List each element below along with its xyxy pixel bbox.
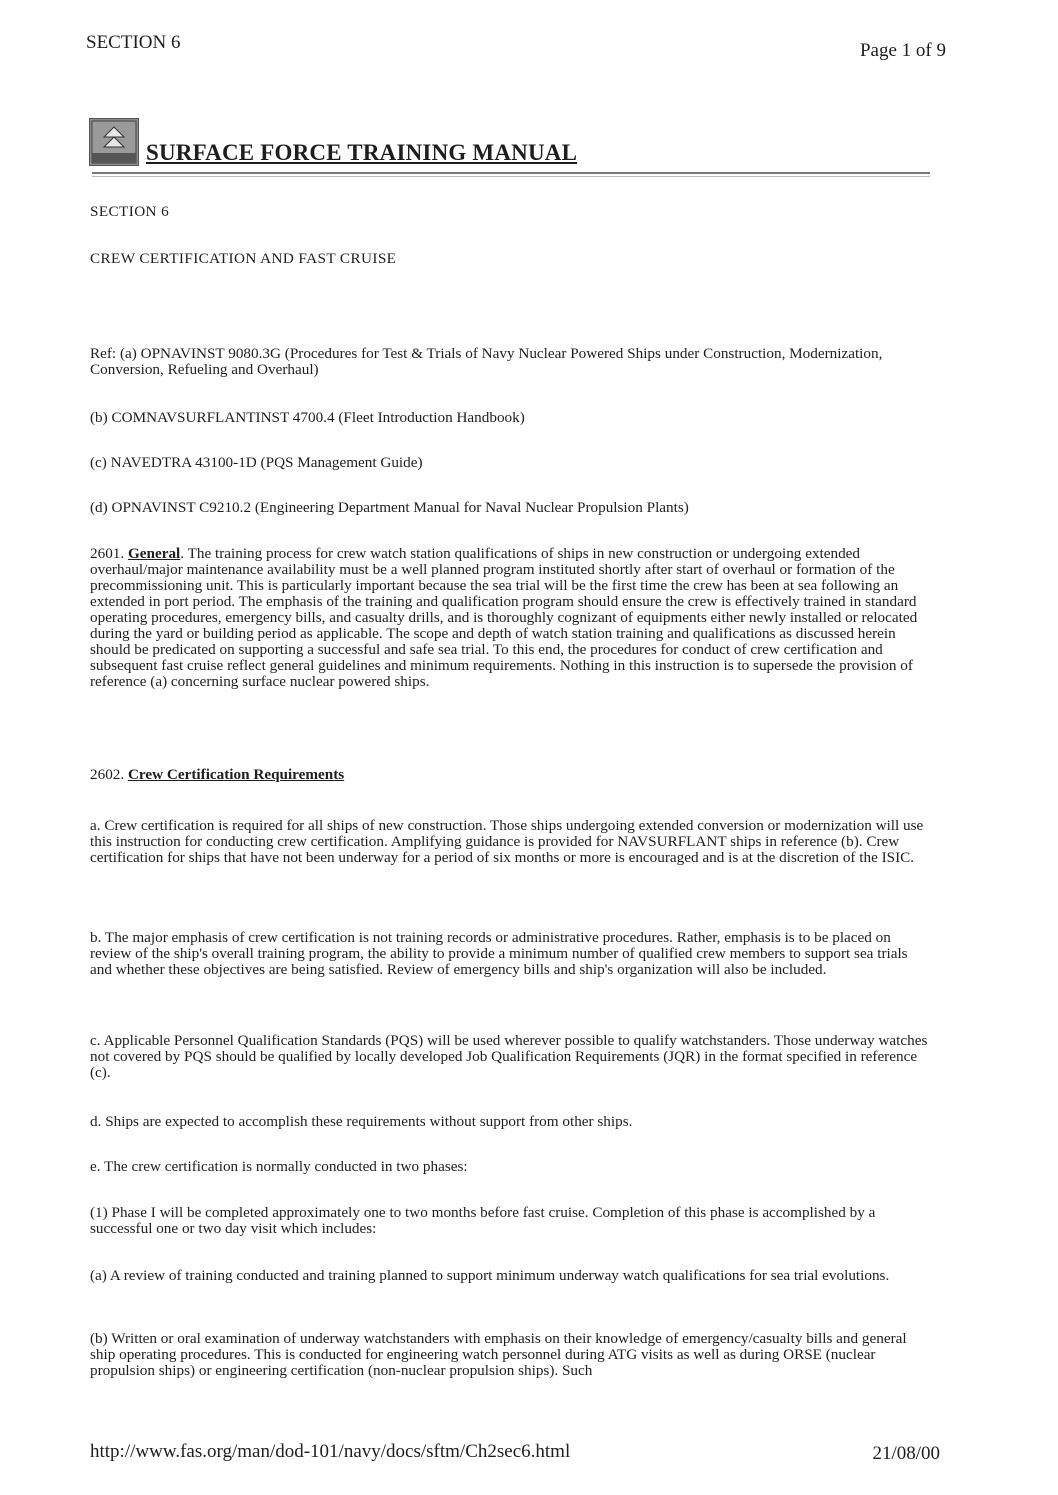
reference-a: Ref: (a) OPNAVINST 9080.3G (Procedures for Test & Trials of Navy Nuclear Powered Ships under Construction, Modernization, Conversion, Refueling and Overhaul) [90, 345, 883, 378]
phase-1-b: (b) Written or oral examination of underway watchstanders with emphasis on their knowledge of emergency/casualty bills and general ship operating procedures. This is conducted for engineering watch personnel during ATG visits as well as during ORSE (nuclear propulsion ships) or engineering certification (non-nuclear propulsion ships). Such [90, 1330, 907, 1379]
paragraph-number: 2602. [90, 766, 128, 783]
footer-date: 21/08/00 [872, 1443, 940, 1464]
header-section-label: SECTION 6 [86, 32, 181, 53]
paragraph-heading: Crew Certification Requirements [127, 766, 345, 783]
phase-1-a: (a) A review of training conducted and training planned to support minimum underway watch qualifications for sea trial evolutions. [90, 1267, 890, 1284]
title-divider-shadow [92, 176, 930, 177]
requirement-c: c. Applicable Personnel Qualification Standards (PQS) will be used wherever possible to qualify watchstanders. Those underway watches not covered by PQS should be qualified by locally developed Job Qualification Requirements (JQR) in the format specified in reference (c). [90, 1032, 928, 1081]
title-divider [92, 172, 930, 174]
footer-url: http://www.fas.org/man/dod-101/navy/docs/sftm/Ch2sec6.html [90, 1441, 571, 1462]
reference-b: (b) COMNAVSURFLANTINST 4700.4 (Fleet Introduction Handbook) [90, 409, 525, 426]
paragraph-2602-heading [90, 767, 932, 783]
requirement-a: a. Crew certification is required for all ships of new construction. Those ships undergoing extended conversion or modernization will use this instruction for conducting crew certification. Amplifying guidance is provided for NAVSURFLANT ships in reference (b). Crew certification for ships that have not been underway for a period of six months or more is encouraged and is at the discretion of the ISIC. [90, 817, 924, 866]
manual-title: SURFACE FORCE TRAINING MANUAL [146, 140, 578, 165]
paragraph-heading: General [127, 545, 181, 562]
section-label: SECTION 6 [90, 203, 170, 220]
requirement-e: e. The crew certification is normally conducted in two phases: [90, 1158, 468, 1175]
header-page-number: Page 1 of 9 [859, 40, 946, 61]
section-title: CREW CERTIFICATION AND FAST CRUISE [90, 250, 397, 267]
ship-emblem-icon [89, 118, 139, 166]
requirement-d: d. Ships are expected to accomplish these requirements without support from other ships. [90, 1113, 633, 1130]
reference-c: (c) NAVEDTRA 43100-1D (PQS Management Guide) [90, 454, 423, 471]
reference-d: (d) OPNAVINST C9210.2 (Engineering Department Manual for Naval Nuclear Propulsion Plants) [90, 499, 689, 516]
paragraph-text: . The training process for crew watch station qualifications of ships in new construction or undergoing extended overhaul/major maintenance availability must be a well planned program instituted shortly after start of overhaul or formation of the precommissioning unit. This is particularly important because the sea trial will be the first time the crew has been at sea following an extended in port period. The emphasis of the training and qualification program should ensure the crew is effectively trained in standard operating procedures, emergency bills, and casualty drills, and is thoroughly cognizant of equipments either newly installed or relocated during the yard or building period as applicable. The scope and depth of watch station training and qualifications as discussed herein should be predicated on supporting a successful and safe sea trial. To this end, the procedures for conduct of crew certification and subsequent fast cruise reflect general guidelines and minimum requirements. Nothing in this instruction is to supersede the provision of reference (a) concerning surface nuclear powered ships. [90, 545, 918, 690]
requirement-b: b. The major emphasis of crew certification is not training records or administrative procedures. Rather, emphasis is to be placed on review of the ship's overall training program, the ability to provide a minimum number of qualified crew members to support sea trials and whether these objectives are being satisfied. Review of emergency bills and ship's organization will also be included. [90, 929, 908, 978]
paragraph-2601 [90, 546, 932, 690]
paragraph-number: 2601. [90, 545, 128, 562]
phase-1: (1) Phase I will be completed approximately one to two months before fast cruise. Completion of this phase is accomplished by a successful one or two day visit which includes: [90, 1204, 876, 1237]
